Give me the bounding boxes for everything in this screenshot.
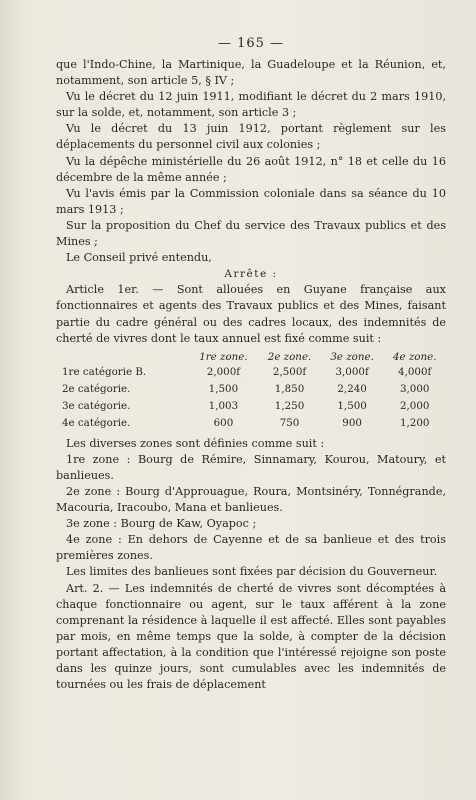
table-cell: 2,000 xyxy=(399,399,430,412)
table-cell: 1,003 xyxy=(208,399,239,412)
table-row xyxy=(56,364,446,381)
article-2: Art. 2. — Les indemnités de cherté de vivres sont décomptées à chaque fonctionnaire ou agent, sur le taux afférent à la zone comprenant la résidence à laquelle il est affecté. Elles sont payables par mois, en même temps que la solde, à compter de la décision portant affectation, à la condition que l'intéressé rejoigne son poste dans les quinze jours, sont cumulables avec les indemnités de tournées ou les frais de déplacement xyxy=(56,581,446,692)
zone-3: 3e zone : Bourg de Kaw, Oyapoc ; xyxy=(66,517,257,531)
article-1: Article 1er. — Sont allouées en Guyane française aux fonctionnaires et agents des Travaux publics et des Mines, faisant partie du cadre général ou des cadres locaux, des indemnités de cherté de vivres dont le taux annuel est fixé comme suit : xyxy=(56,283,446,345)
row-category: 1re catégorie B. xyxy=(62,365,147,378)
paragraph-depeche: Vu la dépêche ministérielle du 26 août 1912, n° 18 et celle du 16 décembre de la même année ; xyxy=(56,154,446,184)
paragraph-avis: Vu l'avis émis par la Commission coloniale dans sa séance du 10 mars 1913 ; xyxy=(56,186,446,216)
indemnity-table xyxy=(56,350,446,432)
row-category: 2e catégorie. xyxy=(62,382,131,395)
table-header: 2e zone. xyxy=(267,350,312,363)
table-cell: 3,000f xyxy=(335,365,369,378)
table-cell: 600 xyxy=(213,416,234,429)
table-corner-cell xyxy=(56,350,189,364)
paragraph-decret-1911: Vu le décret du 12 juin 1911, modifiant le décret du 2 mars 1910, sur la solde, et, notamment, son article 3 ; xyxy=(56,90,446,120)
table-header: 3e zone. xyxy=(330,350,374,363)
zone-2: 2e zone : Bourg d'Approuague, Roura, Montsinéry, Tonnégrande, Macouria, Iracoubo, Mana et banlieues. xyxy=(56,484,446,515)
zone-1: 1re zone : Bourg de Rémire, Sinnamary, Kourou, Matoury, et banlieues. xyxy=(56,452,446,482)
paragraph-continuation: que l'Indo-Chine, la Martinique, la Guadeloupe et la Réunion, et, notamment, son article 5, § IV ; xyxy=(56,58,446,88)
page-number: — 165 — xyxy=(217,36,285,51)
table-row xyxy=(56,381,446,398)
table-header: 1re zone. xyxy=(199,350,248,363)
zones-intro: Les diverses zones sont définies comme suit : xyxy=(66,436,325,450)
table-cell: 750 xyxy=(279,416,300,429)
table-cell: 1,850 xyxy=(274,382,305,395)
table-header-row xyxy=(56,350,446,364)
row-category: 4e catégorie. xyxy=(62,416,131,429)
table-cell: 3,000 xyxy=(399,382,430,395)
table-cell: 1,500 xyxy=(208,382,239,395)
table-cell: 1,500 xyxy=(337,399,367,412)
paragraph-proposition: Sur la proposition du Chef du service des Travaux publics et des Mines ; xyxy=(56,218,446,249)
table-row xyxy=(56,415,446,432)
table-cell: 4,000f xyxy=(398,365,432,378)
table-cell: 2,240 xyxy=(337,382,367,395)
table-header: 4e zone. xyxy=(392,350,437,363)
arrete-heading: Arrête : xyxy=(224,268,278,281)
table-cell: 1,200 xyxy=(399,416,430,429)
banlieues-limits: Les limites des banlieues sont fixées par décision du Gouverneur. xyxy=(66,565,438,579)
paragraph-conseil: Le Conseil privé entendu, xyxy=(66,251,212,265)
row-category: 3e catégorie. xyxy=(62,399,131,412)
table-cell: 2,500f xyxy=(272,365,307,378)
zone-4: 4e zone : En dehors de Cayenne et de sa banlieue et des trois premières zones. xyxy=(56,533,446,563)
table-cell: 2,000f xyxy=(206,365,241,378)
table-cell: 1,250 xyxy=(274,399,305,412)
table-row xyxy=(56,398,446,415)
paragraph-decret-1912: Vu le décret du 13 juin 1912, portant règlement sur les déplacements du personnel civil aux colonies ; xyxy=(56,122,446,152)
table-cell: 900 xyxy=(342,416,362,429)
